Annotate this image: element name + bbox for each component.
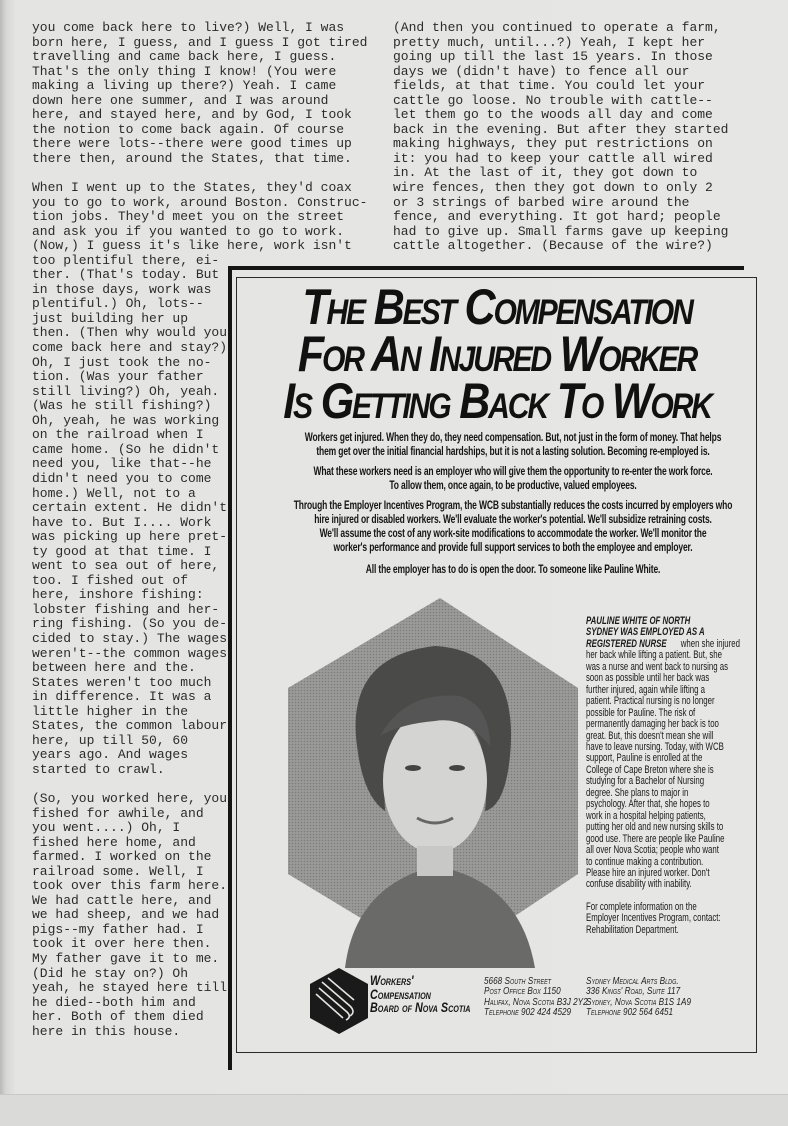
- ad-headline: [273, 279, 722, 429]
- text-line: Post Office Box 1150: [484, 985, 561, 998]
- address-halifax: [484, 976, 588, 1018]
- text-line: farmed. I worked on the: [32, 849, 212, 865]
- text-line: Board of Nova Scotia: [370, 1000, 471, 1015]
- text-line: 5668 South Street: [484, 975, 552, 987]
- text-line: was picking up here pret-: [32, 529, 228, 545]
- text-line: [32, 166, 367, 181]
- ad-paragraph-2: [272, 464, 755, 492]
- text-line: Through the Employer Incentives Program, the WCB substantially reduces the costs incurred by employers who: [293, 498, 733, 512]
- text-line: had to give up. Small farms gave up keeping: [393, 223, 729, 239]
- text-line: didn't need you to come: [32, 470, 212, 486]
- ad-paragraph-4: [272, 562, 755, 576]
- text-line: it: you had to keep your cattle all wired: [393, 150, 713, 166]
- text-line: here, and stayed here, and by God, I took: [32, 107, 352, 123]
- text-line: was a nurse and went back to nursing as: [586, 660, 729, 673]
- text-line: you come back here to live?) Well, I was: [32, 20, 345, 35]
- text-line: putting her old and new nursing skills to: [586, 821, 724, 834]
- text-line: need you, like that--he: [32, 456, 212, 472]
- text-line: patient. Practical nursing is no longer: [586, 695, 715, 708]
- text-line: born here, I guess, and I guess I got tired: [32, 34, 368, 50]
- text-line: between here and the.: [32, 660, 196, 676]
- text-line: We had cattle here, and: [32, 892, 212, 908]
- text-line: down here one summer, and I was around: [32, 92, 329, 108]
- text-line: When I went up to the States, they'd coax: [32, 180, 352, 196]
- text-line: 336 Kings' Road, Suite 117: [586, 985, 681, 998]
- text-line: certain extent. He didn't: [32, 500, 228, 516]
- text-line: in. At the last of it, they got down to: [393, 165, 698, 181]
- text-line: SYDNEY WAS EMPLOYED AS A: [586, 626, 705, 639]
- text-line: Rehabilitation Department.: [586, 923, 679, 936]
- text-line: started to crawl.: [32, 761, 165, 777]
- text-line: The Best Compensation: [302, 279, 692, 335]
- text-line: support, Pauline is enrolled at the: [586, 752, 703, 765]
- text-line: went to sea out of here,: [32, 558, 220, 574]
- text-line: we had sheep, and we had: [32, 907, 220, 923]
- text-line: Workers': [370, 973, 414, 988]
- ad-top-rule: [228, 266, 744, 270]
- text-line: great. But, this doesn't mean she will: [586, 729, 714, 742]
- text-line: there then, around the States, that time.: [32, 150, 352, 166]
- text-line: then. (Then why would you: [32, 325, 228, 341]
- ad-left-rule: [228, 266, 232, 1070]
- text-line: Oh, yeah, he was working: [32, 412, 220, 428]
- text-line: all over Nova Scotia; people who want: [586, 844, 719, 857]
- text-line: home.) Well, not to a: [32, 485, 196, 501]
- text-line: Telephone 902 424 4529: [484, 1006, 572, 1019]
- text-line: you to go to work, around Boston. Construc-: [32, 194, 368, 210]
- text-line: psychology. After that, she hopes to: [586, 798, 710, 811]
- text-line: took over this farm here.: [32, 878, 228, 894]
- text-line: ring fishing. (So you de-: [32, 616, 228, 632]
- text-line: (So, you worked here, you: [32, 790, 228, 806]
- text-line: pretty much, until...?) Yeah, I kept her: [393, 34, 706, 50]
- text-line: Sydney, Nova Scotia B1S 1A9: [586, 995, 691, 1008]
- portrait-photo-hexagon: [285, 596, 580, 968]
- text-line: have to. But I.... Work: [32, 514, 212, 530]
- text-line: and ask you if you wanted to go to work.: [32, 223, 345, 239]
- text-line: work in a hospital helping patients,: [586, 809, 706, 822]
- text-line: PAULINE WHITE OF NORTH: [586, 615, 691, 627]
- text-line: her back while lifting a patient. But, she: [586, 649, 722, 662]
- text-line: cattle altogether. (Because of the wire?): [393, 238, 713, 254]
- organization-name: [370, 974, 470, 1015]
- text-line: Sydney Medical Arts Bldg.: [586, 975, 679, 987]
- text-line: My father gave it to me.: [32, 951, 220, 966]
- page-bottom-edge: [0, 1094, 788, 1126]
- text-line: still living?) Oh, yeah.: [32, 383, 220, 399]
- text-line: Telephone 902 564 6451: [586, 1006, 674, 1019]
- text-line: (Did he stay on?) Oh: [32, 965, 189, 981]
- text-line: good use. There are people like Pauline: [586, 832, 725, 845]
- text-line: Compensation: [370, 986, 431, 1002]
- ad-paragraph-1: [272, 430, 755, 458]
- text-line: cided to stay.) The wages: [32, 630, 228, 646]
- text-line: come back here and stay?): [32, 340, 228, 356]
- text-line: plentiful.) Oh, lots--: [32, 296, 204, 312]
- text-line: years ago. And wages: [32, 747, 189, 763]
- text-line: have to leave nursing. Today, with WCB: [586, 740, 724, 753]
- text-line: them get over the initial financial hardships, but it is not a lasting solution. Becoming re-employed is.: [316, 444, 710, 458]
- text-line: degree. She plans to major in: [586, 786, 689, 799]
- text-line: you went....) Oh, I: [32, 820, 181, 836]
- text-line: ther. (That's today. But: [32, 267, 220, 283]
- text-line: States weren't too much: [32, 674, 212, 690]
- text-line: here, inshore fishing:: [32, 587, 204, 603]
- text-line: fence, and everything. It got hard; people: [393, 209, 721, 225]
- text-line: took it over here then.: [32, 936, 212, 952]
- text-line: (Was he still fishing?): [32, 398, 212, 414]
- text-line: hire injured or disabled workers. We'll evaluate the worker's potential. We'll subsidize retraining costs.: [314, 512, 712, 526]
- text-line: To allow them, once again, to be productive, valued employees.: [389, 478, 637, 492]
- text-line: he died--both him and: [32, 994, 196, 1010]
- caption-body: [586, 650, 740, 891]
- text-line: studying for a Bachelor of Nursing: [586, 775, 705, 788]
- text-line: pigs--my father had. I: [32, 921, 204, 937]
- text-line: tion jobs. They'd meet you on the street: [32, 209, 345, 225]
- text-line: soon as possible until her back was: [586, 672, 710, 685]
- text-line: worker's performance and provide full support services to both the employee and employer.: [333, 540, 693, 554]
- photo-caption: [586, 616, 740, 936]
- text-line: too. I fished out of: [32, 572, 189, 588]
- text-line: days we (didn't have) to fence all our: [393, 63, 690, 79]
- text-line: here in this house.: [32, 1023, 181, 1039]
- text-line: (Now,) I guess it's like here, work isn't: [32, 238, 352, 254]
- text-line: cattle go loose. No trouble with cattle--: [393, 92, 713, 108]
- text-line: Is Getting Back To Work: [283, 373, 711, 429]
- wcb-hexagon-logo: [310, 968, 368, 1034]
- text-line: fished here home, and: [32, 834, 196, 850]
- text-line: States, the common labour: [32, 718, 228, 734]
- text-line: making highways, they put restrictions on: [393, 136, 713, 152]
- text-line: making a living up there?) Yeah. I came: [32, 78, 337, 94]
- text-line: REGISTERED NURSE: [586, 637, 667, 650]
- ad-paragraph-3: [272, 498, 755, 554]
- text-line: here, up till 50, 60: [32, 732, 189, 748]
- text-line: possible for Pauline. The risk of: [586, 706, 696, 719]
- text-line: Halifax, Nova Scotia B3J 2Y2: [484, 995, 588, 1008]
- text-line: ty good at that time. I: [32, 543, 212, 559]
- text-line: in difference. It was a: [32, 689, 212, 705]
- text-line: in those days, work was: [32, 281, 212, 297]
- text-line: came home. (So he didn't: [32, 441, 220, 457]
- text-line: What these workers need is an employer who will give them the opportunity to re-enter the work force.: [313, 464, 713, 478]
- text-line: lobster fishing and her-: [32, 601, 220, 617]
- text-line: That's the only thing I know! (You were: [32, 63, 337, 79]
- text-line: fields, at that time. You could let your: [393, 78, 706, 94]
- text-line: there were lots--there were good times up: [32, 136, 352, 152]
- text-line: All the employer has to do is open the door. To someone like Pauline White.: [365, 562, 661, 576]
- text-line: Workers get injured. When they do, they need compensation. But, not just in the form of money. That helps: [304, 430, 722, 444]
- text-line: the notion to come back again. Of course: [32, 121, 345, 137]
- text-line: wire fences, then they got down to only 2: [393, 180, 713, 196]
- interview-right-column: [393, 21, 728, 254]
- text-line: travelling and came back here, I guess.: [32, 49, 337, 65]
- text-line: Please hire an injured worker. Don't: [586, 866, 710, 879]
- caption-contact: [586, 902, 740, 936]
- text-line: on the railroad when I: [32, 427, 204, 443]
- text-line: (And then you continued to operate a farm,: [393, 20, 721, 35]
- text-line: her. Both of them died: [32, 1009, 204, 1025]
- text-line: too plentiful there, ei-: [32, 252, 220, 268]
- text-line: let them go to the woods all day and come: [393, 107, 713, 123]
- text-line: going up till the last 15 years. In those: [393, 49, 713, 65]
- text-line: permanently damaging her back is too: [586, 718, 719, 731]
- address-sydney: [586, 976, 691, 1018]
- text-line: tion. (Was your father: [32, 369, 204, 385]
- text-line: little higher in the: [32, 703, 189, 719]
- text-line: For An Injured Worker: [297, 326, 697, 382]
- text-line: For complete information on the: [586, 900, 697, 913]
- text-line: back in the evening. But after they started: [393, 121, 729, 137]
- text-line: Oh, I just took the no-: [32, 354, 212, 370]
- text-line: weren't--the common wages: [32, 645, 228, 661]
- text-line: We'll assume the cost of any work-site modifications to accommodate the worker. We'll monitor the: [319, 526, 707, 540]
- text-line: fished for awhile, and: [32, 805, 204, 821]
- text-line: College of Cape Breton where she is: [586, 763, 714, 776]
- text-line: further injured, again while lifting a: [586, 683, 705, 696]
- text-line: Employer Incentives Program, contact:: [586, 912, 721, 925]
- text-line: to continue making a contribution.: [586, 855, 704, 868]
- text-line: just building her up: [32, 310, 189, 326]
- text-line: railroad some. Well, I: [32, 863, 204, 879]
- text-line: yeah, he stayed here till: [32, 980, 228, 996]
- text-line: or 3 strings of barbed wire around the: [393, 194, 690, 210]
- text-line: confuse disability with inability.: [586, 878, 692, 891]
- ad-body: [272, 430, 755, 582]
- caption-lead-tail: when she injured: [680, 637, 741, 650]
